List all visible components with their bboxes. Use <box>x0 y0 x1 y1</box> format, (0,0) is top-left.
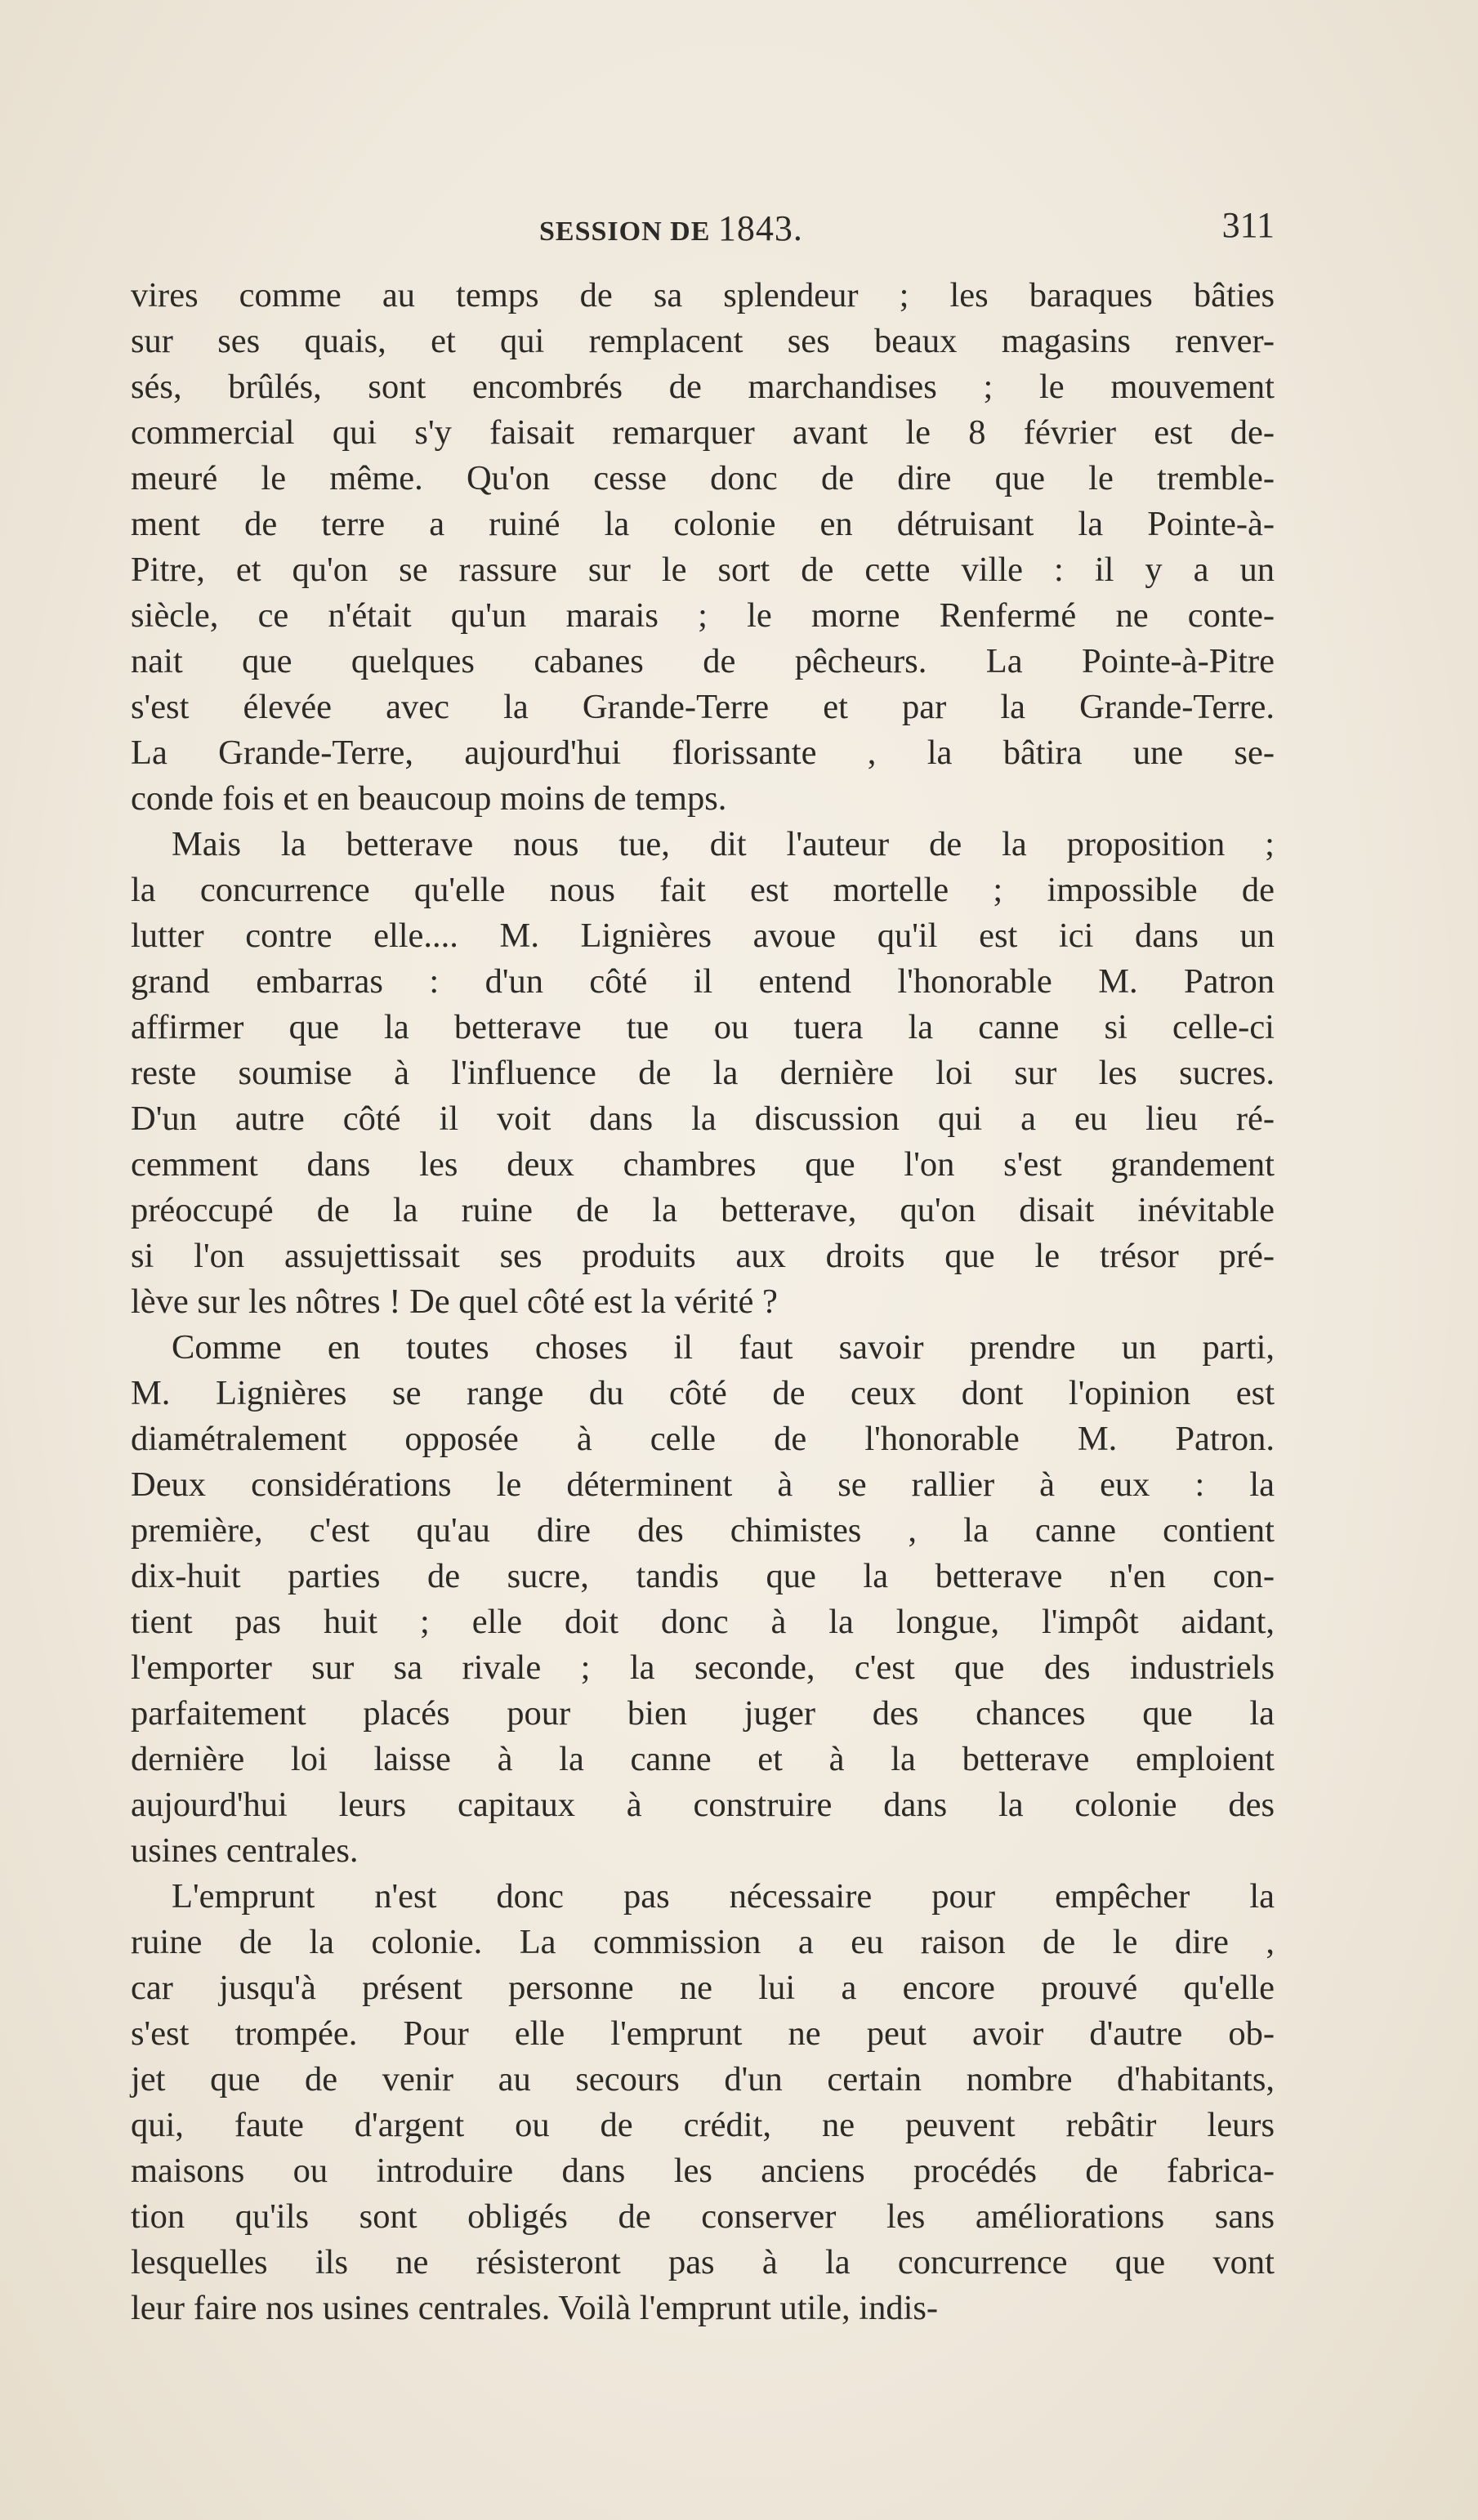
text-line: meuré le même. Qu'on cesse donc de dire que le tremble- <box>131 459 1275 497</box>
text-line: Mais la betterave nous tue, dit l'auteur de la proposition ; <box>172 825 1275 863</box>
text-line: lutter contre elle.... M. Lignières avoue qu'il est ici dans un <box>131 917 1275 955</box>
paragraph <box>131 273 1275 822</box>
running-title <box>539 207 803 249</box>
text-line: grand embarras : d'un côté il entend l'honorable M. Patron <box>131 962 1275 1001</box>
text-line: si l'on assujettissait ses produits aux droits que le trésor pré- <box>131 1237 1275 1275</box>
text-line: lesquelles ils ne résisteront pas à la concurrence que vont <box>131 2243 1275 2281</box>
text-line: la concurrence qu'elle nous fait est mortelle ; impossible de <box>131 871 1275 909</box>
text-line: dernière loi laisse à la canne et à la betterave emploient <box>131 1740 1275 1778</box>
text-line: parfaitement placés pour bien juger des chances que la <box>131 1694 1275 1733</box>
text-line: s'est trompée. Pour elle l'emprunt ne peut avoir d'autre ob- <box>131 2014 1275 2053</box>
text-line: dix-huit parties de sucre, tandis que la betterave n'en con- <box>131 1557 1275 1595</box>
running-header <box>131 204 1275 253</box>
text-line: usines centrales. <box>131 1831 359 1870</box>
text-line: aujourd'hui leurs capitaux à construire dans la colonie des <box>131 1786 1275 1824</box>
paragraph <box>131 1325 1275 1874</box>
text-line: sés, brûlés, sont encombrés de marchandises ; le mouvement <box>131 368 1275 406</box>
paragraph <box>131 822 1275 1325</box>
text-line: conde fois et en beaucoup moins de temps. <box>131 779 727 818</box>
text-line: l'emporter sur sa rivale ; la seconde, c'est que des industriels <box>131 1648 1275 1687</box>
text-line: maisons ou introduire dans les anciens procédés de fabrica- <box>131 2152 1275 2190</box>
text-line: préoccupé de la ruine de la betterave, qu'on disait inévitable <box>131 1191 1275 1229</box>
text-line: L'emprunt n'est donc pas nécessaire pour empêcher la <box>172 1877 1275 1916</box>
text-line: première, c'est qu'au dire des chimistes , la canne contient <box>131 1511 1275 1550</box>
running-title-text: SESSION DE <box>539 216 711 247</box>
text-line: car jusqu'à présent personne ne lui a encore prouvé qu'elle <box>131 1969 1275 2007</box>
body-text <box>131 273 1275 2331</box>
text-line: diamétralement opposée à celle de l'honorable M. Patron. <box>131 1420 1275 1458</box>
text-line: affirmer que la betterave tue ou tuera la canne si celle-ci <box>131 1008 1275 1046</box>
text-line: Pitre, et qu'on se rassure sur le sort de cette ville : il y a un <box>131 551 1275 589</box>
text-line: D'un autre côté il voit dans la discussion qui a eu lieu ré- <box>131 1099 1275 1138</box>
text-line: reste soumise à l'influence de la dernière loi sur les sucres. <box>131 1054 1275 1092</box>
text-line: M. Lignières se range du côté de ceux dont l'opinion est <box>131 1374 1275 1412</box>
text-line: sur ses quais, et qui remplacent ses beaux magasins renver- <box>131 322 1275 360</box>
paragraph <box>131 1874 1275 2331</box>
text-line: Deux considérations le déterminent à se rallier à eux : la <box>131 1465 1275 1504</box>
text-line: leur faire nos usines centrales. Voilà l'emprunt utile, indis- <box>131 2289 939 2327</box>
text-line: qui, faute d'argent ou de crédit, ne peuvent rebâtir leurs <box>131 2106 1275 2144</box>
page-number: 311 <box>1221 205 1275 245</box>
text-line: s'est élevée avec la Grande-Terre et par la Grande-Terre. <box>131 688 1275 726</box>
text-line: ruine de la colonie. La commission a eu raison de le dire , <box>131 1923 1275 1961</box>
text-line: tion qu'ils sont obligés de conserver les améliorations sans <box>131 2197 1275 2236</box>
running-title-year: 1843. <box>717 208 803 248</box>
text-line: Comme en toutes choses il faut savoir prendre un parti, <box>172 1328 1275 1367</box>
text-line: ment de terre a ruiné la colonie en détruisant la Pointe-à- <box>131 505 1275 543</box>
text-line: nait que quelques cabanes de pêcheurs. La Pointe-à-Pitre <box>131 642 1275 680</box>
text-line: jet que de venir au secours d'un certain nombre d'habitants, <box>131 2060 1275 2099</box>
text-line: commercial qui s'y faisait remarquer avant le 8 février est de- <box>131 413 1275 452</box>
text-line: vires comme au temps de sa splendeur ; les baraques bâties <box>131 276 1275 314</box>
text-line: cemment dans les deux chambres que l'on s'est grandement <box>131 1145 1275 1184</box>
text-line: siècle, ce n'était qu'un marais ; le morne Renfermé ne conte- <box>131 596 1275 635</box>
text-line: lève sur les nôtres ! De quel côté est la vérité ? <box>131 1282 778 1321</box>
text-line: La Grande-Terre, aujourd'hui florissante , la bâtira une se- <box>131 734 1275 772</box>
text-line: tient pas huit ; elle doit donc à la longue, l'impôt aidant, <box>131 1603 1275 1641</box>
